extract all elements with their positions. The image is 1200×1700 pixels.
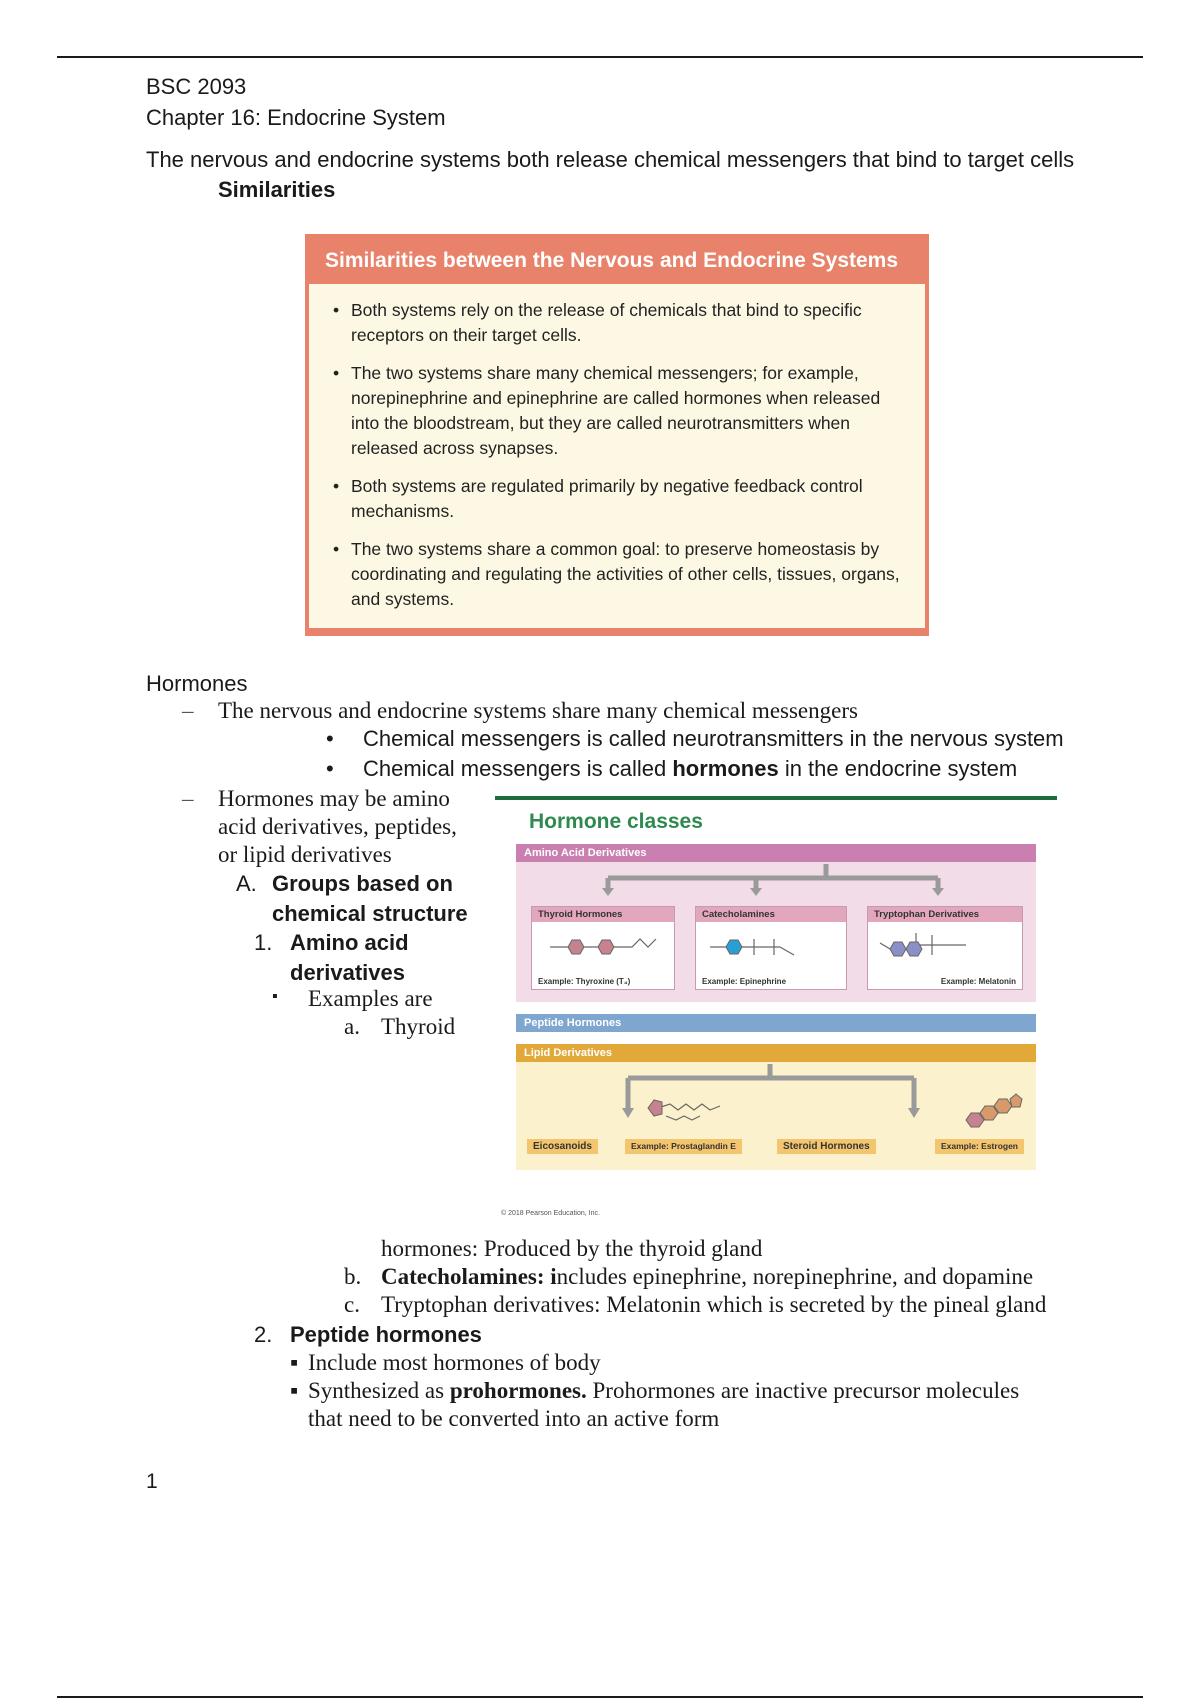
group-a-marker: A. xyxy=(236,871,257,896)
course-code: BSC 2093 xyxy=(146,74,247,99)
group-a-line1: Groups based on xyxy=(272,871,453,896)
eicosanoids-label: Eicosanoids xyxy=(527,1139,598,1154)
hormones-dash-2-line1: Hormones may be amino xyxy=(218,786,450,811)
epinephrine-structure-icon xyxy=(704,927,838,967)
dash-marker: – xyxy=(182,786,194,811)
lipid-arrows xyxy=(516,1062,1036,1122)
thyroxine-structure-icon xyxy=(540,927,666,967)
hormones-bullet-1: Chemical messengers is called neurotransmitters in the nervous system xyxy=(363,726,1064,751)
tryptophan-card xyxy=(867,906,1023,990)
hormones-heading: Hormones xyxy=(146,671,248,696)
steroid-label: Steroid Hormones xyxy=(777,1139,876,1154)
hormone-classes-figure xyxy=(495,796,1060,1221)
c-marker: c. xyxy=(344,1292,360,1317)
amino-arrows xyxy=(516,862,1036,898)
peptide-point-2: Synthesized as prohormones. Prohormones are inactive precursor molecules xyxy=(308,1378,1020,1403)
similarities-box-title: Similarities between the Nervous and Endocrine Systems xyxy=(325,249,899,272)
melatonin-structure-icon xyxy=(876,927,1014,973)
hormones-bullet-2: Chemical messengers is called hormones in the endocrine system xyxy=(363,756,1018,781)
examples-label: Examples are xyxy=(308,986,433,1011)
b-line: Catecholamines: includes epinephrine, norepinephrine, and dopamine xyxy=(381,1264,1034,1289)
estrogen-structure-icon xyxy=(960,1080,1030,1136)
similarities-box-body xyxy=(309,284,925,628)
hormones-dash-2-line3: or lipid derivatives xyxy=(218,842,392,867)
group-a-line2: chemical structure xyxy=(272,901,468,926)
item-1-marker: 1. xyxy=(254,930,273,955)
thyroid-card xyxy=(531,906,675,990)
c-line: Tryptophan derivatives: Melatonin which is secreted by the pineal gland xyxy=(381,1292,1047,1317)
a-marker: a. xyxy=(344,1014,360,1039)
item-1-line2: derivatives xyxy=(290,960,405,985)
eicosanoids-example: Example: Prostaglandin E xyxy=(625,1139,742,1154)
figure-top-bar xyxy=(495,796,1057,800)
thyroid-card-title: Thyroid Hormones xyxy=(532,907,674,922)
catecholamines-example: Example: Epinephrine xyxy=(702,977,787,986)
peptide-point-2-line2: that need to be converted into an active form xyxy=(308,1406,720,1431)
item-1-line1: Amino acid xyxy=(290,930,409,955)
figure-title: Hormone classes xyxy=(529,810,703,833)
top-rule xyxy=(57,56,1143,58)
item-2-title: Peptide hormones xyxy=(290,1322,482,1347)
prostaglandin-structure-icon xyxy=(640,1086,740,1136)
hormones-dash-2-line2: acid derivatives, peptides, xyxy=(218,814,457,839)
similarity-item: • Both systems rely on the release of chemicals that bind to specific receptors on their target cells. xyxy=(331,298,905,348)
square-bullet: ▪ xyxy=(290,1378,299,1403)
similarity-item: • The two systems share a common goal: to preserve homeostasis by coordinating and regulating the activities of other cells, tissues, organs, and systems. xyxy=(331,537,905,612)
item-2-marker: 2. xyxy=(254,1322,273,1347)
similarities-box xyxy=(305,234,929,636)
b-marker: b. xyxy=(344,1264,362,1289)
amino-acid-band: Amino Acid Derivatives xyxy=(516,844,1036,862)
bullet-marker: • xyxy=(326,726,334,751)
a-line2: hormones: Produced by the thyroid gland xyxy=(381,1236,763,1261)
tryptophan-example: Example: Melatonin xyxy=(940,977,1016,986)
chapter-title: Chapter 16: Endocrine System xyxy=(146,105,446,130)
catecholamines-card-title: Catecholamines xyxy=(696,907,846,922)
similarities-heading: Similarities xyxy=(218,177,336,202)
peptide-band: Peptide Hormones xyxy=(516,1014,1036,1032)
tryptophan-card-title: Tryptophan Derivatives xyxy=(868,907,1022,922)
square-bullet: ▪ xyxy=(290,1350,299,1375)
similarity-item: • The two systems share many chemical messengers; for example, norepinephrine and epinephrine are called hormones when released into the bloodstream, but they are called neurotransmitters when released across synapses. xyxy=(331,361,905,461)
square-bullet: ▪ xyxy=(272,988,278,1005)
figure-copyright: © 2018 Pearson Education, Inc. xyxy=(501,1210,600,1217)
peptide-point-1: Include most hormones of body xyxy=(308,1350,601,1375)
bottom-rule xyxy=(57,1696,1143,1698)
hormones-dash-1: The nervous and endocrine systems share many chemical messengers xyxy=(218,698,858,723)
similarity-item: • Both systems are regulated primarily by negative feedback control mechanisms. xyxy=(331,474,905,524)
a-line1: Thyroid xyxy=(381,1014,456,1039)
bullet-marker: • xyxy=(326,756,334,781)
page-number: 1 xyxy=(146,1470,158,1493)
thyroid-example: Example: Thyroxine (T₄) xyxy=(538,977,631,986)
catecholamines-card xyxy=(695,906,847,990)
lipid-band: Lipid Derivatives xyxy=(516,1044,1036,1062)
steroid-example: Example: Estrogen xyxy=(935,1139,1024,1154)
intro-line: The nervous and endocrine systems both release chemical messengers that bind to target cells xyxy=(146,147,1075,172)
dash-marker: – xyxy=(182,698,194,723)
